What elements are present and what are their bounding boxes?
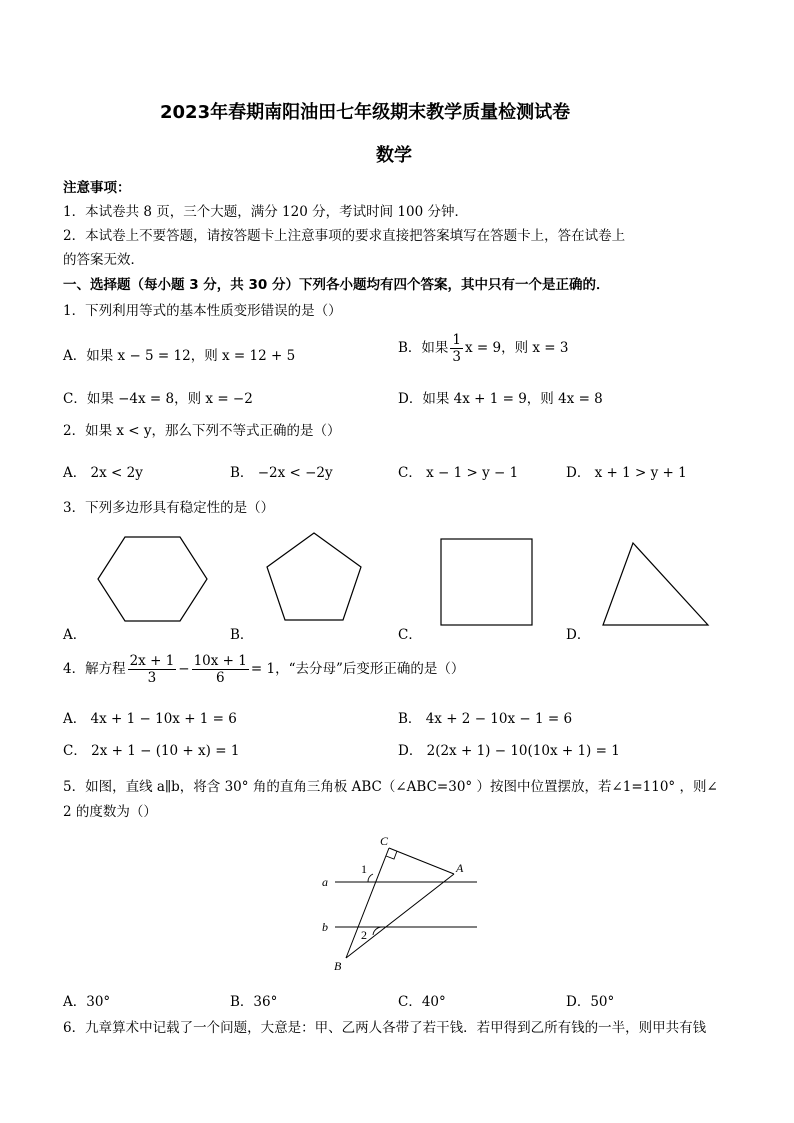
exam-title: 2023年春期南阳油田七年级期末教学质量检测试卷 bbox=[160, 102, 571, 123]
q3-option-d: D． bbox=[566, 627, 591, 643]
q1-option-b-prefix: B．如果 bbox=[398, 340, 449, 356]
notice-item-2: 2．本试卷上不要答题，请按答题卡上注意事项的要求直接把答案填写在答题卡上，答在试卷上 bbox=[63, 228, 626, 244]
angle-1-label: 1 bbox=[361, 862, 367, 876]
q3-stem: 3．下列多边形具有稳定性的是（） bbox=[63, 500, 275, 516]
q3-option-a: A． bbox=[63, 627, 87, 643]
q2-option-d: D． x + 1 > y + 1 bbox=[566, 465, 687, 481]
notice-item-1: 1．本试卷共 8 页，三个大题，满分 120 分，考试时间 100 分钟． bbox=[63, 204, 468, 220]
side-ca bbox=[389, 848, 454, 874]
q1-option-c: C．如果 −4x = 8，则 x = −2 bbox=[63, 391, 253, 407]
q4-fraction-1-numerator: 2x + 1 bbox=[129, 653, 175, 669]
q5-option-d: D．50° bbox=[566, 994, 615, 1010]
angle-2-label: 2 bbox=[361, 928, 367, 942]
q4-stem-prefix: 4．解方程 bbox=[63, 661, 126, 677]
q2-option-b: B． −2x < −2y bbox=[230, 465, 333, 481]
q3-option-c: C． bbox=[398, 627, 422, 643]
q1-option-b-suffix: x = 9，则 x = 3 bbox=[465, 340, 569, 356]
q6-stem-line-1: 6．九章算术中记载了一个问题，大意是：甲、乙两人各带了若干钱．若甲得到乙所有钱的一半，则甲共有钱 bbox=[63, 1020, 707, 1036]
q4-fraction-1-denominator: 3 bbox=[147, 670, 157, 686]
q4-option-c: C． 2x + 1 − (10 + x) = 1 bbox=[63, 743, 240, 759]
q4-option-b: B． 4x + 2 − 10x − 1 = 6 bbox=[398, 711, 573, 727]
q1-stem: 1．下列利用等式的基本性质变形错误的是（） bbox=[63, 303, 342, 319]
q4-stem-suffix: = 1，“去分母”后变形正确的是（） bbox=[250, 661, 465, 677]
q5-option-c: C．40° bbox=[398, 994, 446, 1010]
q5-stem-line-1: 5．如图，直线 a∥b，将含 30° 角的直角三角板 ABC（∠ABC=30° ）按图中位置摆放，若∠1=110° ，则∠ bbox=[63, 779, 718, 795]
notice-heading: 注意事项： bbox=[63, 180, 131, 196]
point-a-label: A bbox=[456, 861, 464, 875]
point-c-label: C bbox=[380, 834, 389, 848]
q5-stem-line-2: 2 的度数为（） bbox=[63, 804, 157, 820]
line-a-label: a bbox=[322, 875, 328, 889]
point-b-label: B bbox=[334, 959, 342, 973]
q1-option-d: D．如果 4x + 1 = 9，则 4x = 8 bbox=[398, 391, 603, 407]
q1-fraction-numerator: 1 bbox=[452, 332, 462, 348]
q4-fraction-2-denominator: 6 bbox=[215, 670, 225, 686]
q4-option-d: D． 2(2x + 1) − 10(10x + 1) = 1 bbox=[398, 743, 620, 759]
q2-stem: 2．如果 x < y，那么下列不等式正确的是（） bbox=[63, 423, 341, 439]
q1-option-a: A．如果 x − 5 = 12，则 x = 12 + 5 bbox=[63, 348, 296, 364]
q4-fraction-2-numerator: 10x + 1 bbox=[193, 653, 247, 669]
q3-option-b: B． bbox=[230, 627, 254, 643]
section1-heading: 一、选择题（每小题 3 分，共 30 分）下列各小题均有四个答案，其中只有一个是正确的． bbox=[63, 277, 610, 293]
notice-item-2-cont: 的答案无效． bbox=[63, 252, 144, 268]
subject-title: 数学 bbox=[376, 145, 412, 166]
angle-1-arc bbox=[368, 874, 373, 882]
q5-option-b: B．36° bbox=[230, 994, 278, 1010]
q2-option-a: A． 2x < 2y bbox=[63, 465, 143, 481]
q4-option-a: A． 4x + 1 − 10x + 1 = 6 bbox=[63, 711, 237, 727]
q1-fraction-denominator: 3 bbox=[452, 349, 462, 365]
line-b-label: b bbox=[322, 920, 328, 934]
q5-option-a: A．30° bbox=[63, 994, 111, 1010]
q4-minus: − bbox=[178, 661, 190, 677]
q2-option-c: C． x − 1 > y − 1 bbox=[398, 465, 519, 481]
